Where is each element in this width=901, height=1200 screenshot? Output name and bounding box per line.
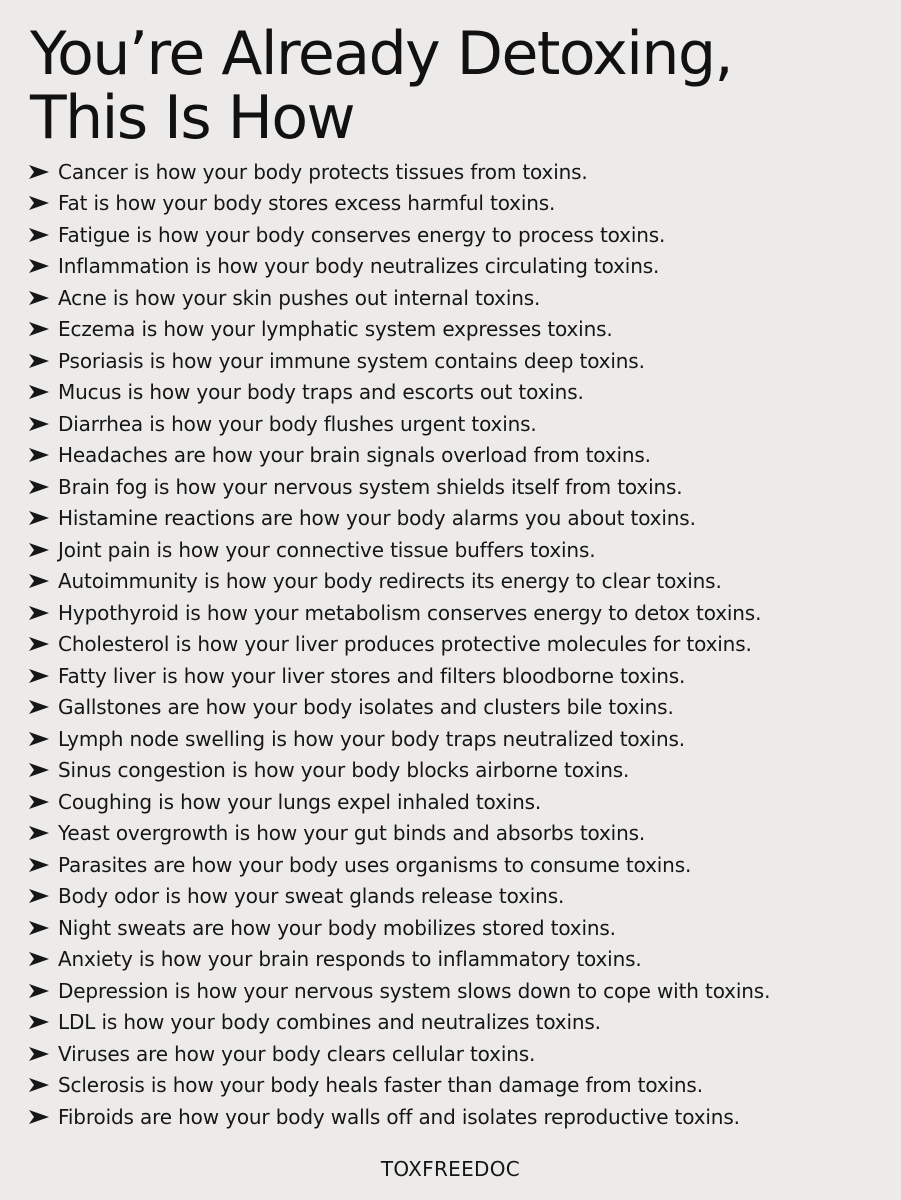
- list-item-text: Inflammation is how your body neutralizes circulating toxins.: [58, 254, 660, 279]
- list-item-text: Acne is how your skin pushes out internal toxins.: [58, 285, 541, 310]
- list-item: [28, 660, 888, 692]
- list-item: [28, 314, 888, 346]
- arrowhead-right-icon: [28, 353, 50, 371]
- list-item: [28, 188, 888, 220]
- arrowhead-right-icon: [28, 321, 50, 339]
- list-item: [28, 282, 888, 314]
- title-line-2: This Is How: [30, 83, 355, 153]
- arrowhead-right-icon: [28, 384, 50, 402]
- list-item: [28, 219, 888, 251]
- list-item: [28, 377, 888, 409]
- arrowhead-right-icon: [28, 857, 50, 875]
- list-item: [28, 440, 888, 472]
- arrowhead-right-icon: [28, 983, 50, 1001]
- list-item-text: Fat is how your body stores excess harmful toxins.: [58, 191, 556, 216]
- list-item-text: Gallstones are how your body isolates and clusters bile toxins.: [58, 695, 674, 720]
- list-item-text: Headaches are how your brain signals overload from toxins.: [58, 443, 651, 468]
- list-item-text: Yeast overgrowth is how your gut binds and absorbs toxins.: [58, 821, 646, 846]
- list-item-text: Night sweats are how your body mobilizes stored toxins.: [58, 915, 616, 940]
- arrowhead-right-icon: [28, 699, 50, 717]
- arrowhead-right-icon: [28, 258, 50, 276]
- arrowhead-right-icon: [28, 1077, 50, 1095]
- list-item: [28, 534, 888, 566]
- page-title: [30, 19, 880, 153]
- list-item: [28, 912, 888, 944]
- list-item: [28, 345, 888, 377]
- list-item-text: Cancer is how your body protects tissues from toxins.: [58, 159, 588, 184]
- arrowhead-right-icon: [28, 1109, 50, 1127]
- list-item-text: Parasites are how your body uses organisms to consume toxins.: [58, 852, 692, 877]
- list-item: [28, 849, 888, 881]
- list-item-text: Lymph node swelling is how your body traps neutralized toxins.: [58, 726, 685, 751]
- arrowhead-right-icon: [28, 542, 50, 560]
- list-item: [28, 881, 888, 913]
- list-item-text: Eczema is how your lymphatic system expresses toxins.: [58, 317, 613, 342]
- list-item-text: Sclerosis is how your body heals faster than damage from toxins.: [58, 1073, 703, 1098]
- arrowhead-right-icon: [28, 636, 50, 654]
- list-item: [28, 471, 888, 503]
- arrowhead-right-icon: [28, 447, 50, 465]
- list-item-text: Joint pain is how your connective tissue buffers toxins.: [58, 537, 596, 562]
- arrowhead-right-icon: [28, 290, 50, 308]
- list-item: [28, 1038, 888, 1070]
- list-item-text: Fatigue is how your body conserves energy to process toxins.: [58, 222, 666, 247]
- arrowhead-right-icon: [28, 227, 50, 245]
- list-item-text: Fibroids are how your body walls off and isolates reproductive toxins.: [58, 1104, 740, 1129]
- list-item: [28, 251, 888, 283]
- arrowhead-right-icon: [28, 794, 50, 812]
- list-item-text: Brain fog is how your nervous system shields itself from toxins.: [58, 474, 683, 499]
- footer-brand: TOXFREEDOC: [380, 1157, 521, 1181]
- arrowhead-right-icon: [28, 668, 50, 686]
- list-item: [28, 944, 888, 976]
- list-item-text: LDL is how your body combines and neutralizes toxins.: [58, 1010, 601, 1035]
- list-item: [28, 818, 888, 850]
- arrowhead-right-icon: [28, 164, 50, 182]
- list-item-text: Cholesterol is how your liver produces protective molecules for toxins.: [58, 632, 752, 657]
- list-item-text: Psoriasis is how your immune system contains deep toxins.: [58, 348, 645, 373]
- list-item: [28, 1007, 888, 1039]
- list-item-text: Mucus is how your body traps and escorts out toxins.: [58, 380, 584, 405]
- list-item: [28, 723, 888, 755]
- list-item-text: Histamine reactions are how your body alarms you about toxins.: [58, 506, 696, 531]
- list-item-text: Viruses are how your body clears cellular toxins.: [58, 1041, 536, 1066]
- list-item: [28, 156, 888, 188]
- arrowhead-right-icon: [28, 825, 50, 843]
- bullet-list: [28, 156, 888, 1133]
- arrowhead-right-icon: [28, 731, 50, 749]
- list-item-text: Depression is how your nervous system slows down to cope with toxins.: [58, 978, 771, 1003]
- arrowhead-right-icon: [28, 195, 50, 213]
- arrowhead-right-icon: [28, 888, 50, 906]
- arrowhead-right-icon: [28, 1014, 50, 1032]
- list-item: [28, 597, 888, 629]
- arrowhead-right-icon: [28, 605, 50, 623]
- arrowhead-right-icon: [28, 479, 50, 497]
- list-item-text: Fatty liver is how your liver stores and filters bloodborne toxins.: [58, 663, 686, 688]
- list-item: [28, 1101, 888, 1133]
- list-item-text: Sinus congestion is how your body blocks airborne toxins.: [58, 758, 630, 783]
- arrowhead-right-icon: [28, 573, 50, 591]
- list-item: [28, 975, 888, 1007]
- list-item-text: Hypothyroid is how your metabolism conserves energy to detox toxins.: [58, 600, 762, 625]
- list-item: [28, 1070, 888, 1102]
- list-item-text: Autoimmunity is how your body redirects its energy to clear toxins.: [58, 569, 722, 594]
- list-item-text: Body odor is how your sweat glands release toxins.: [58, 884, 565, 909]
- list-item-text: Diarrhea is how your body flushes urgent toxins.: [58, 411, 537, 436]
- arrowhead-right-icon: [28, 920, 50, 938]
- list-item: [28, 755, 888, 787]
- list-item-text: Anxiety is how your brain responds to inflammatory toxins.: [58, 947, 642, 972]
- list-item: [28, 503, 888, 535]
- list-item: [28, 629, 888, 661]
- list-item: [28, 566, 888, 598]
- arrowhead-right-icon: [28, 951, 50, 969]
- list-item: [28, 408, 888, 440]
- arrowhead-right-icon: [28, 416, 50, 434]
- title-line-1: You’re Already Detoxing,: [30, 19, 733, 89]
- arrowhead-right-icon: [28, 510, 50, 528]
- list-item-text: Coughing is how your lungs expel inhaled toxins.: [58, 789, 542, 814]
- arrowhead-right-icon: [28, 1046, 50, 1064]
- arrowhead-right-icon: [28, 762, 50, 780]
- list-item: [28, 692, 888, 724]
- list-item: [28, 786, 888, 818]
